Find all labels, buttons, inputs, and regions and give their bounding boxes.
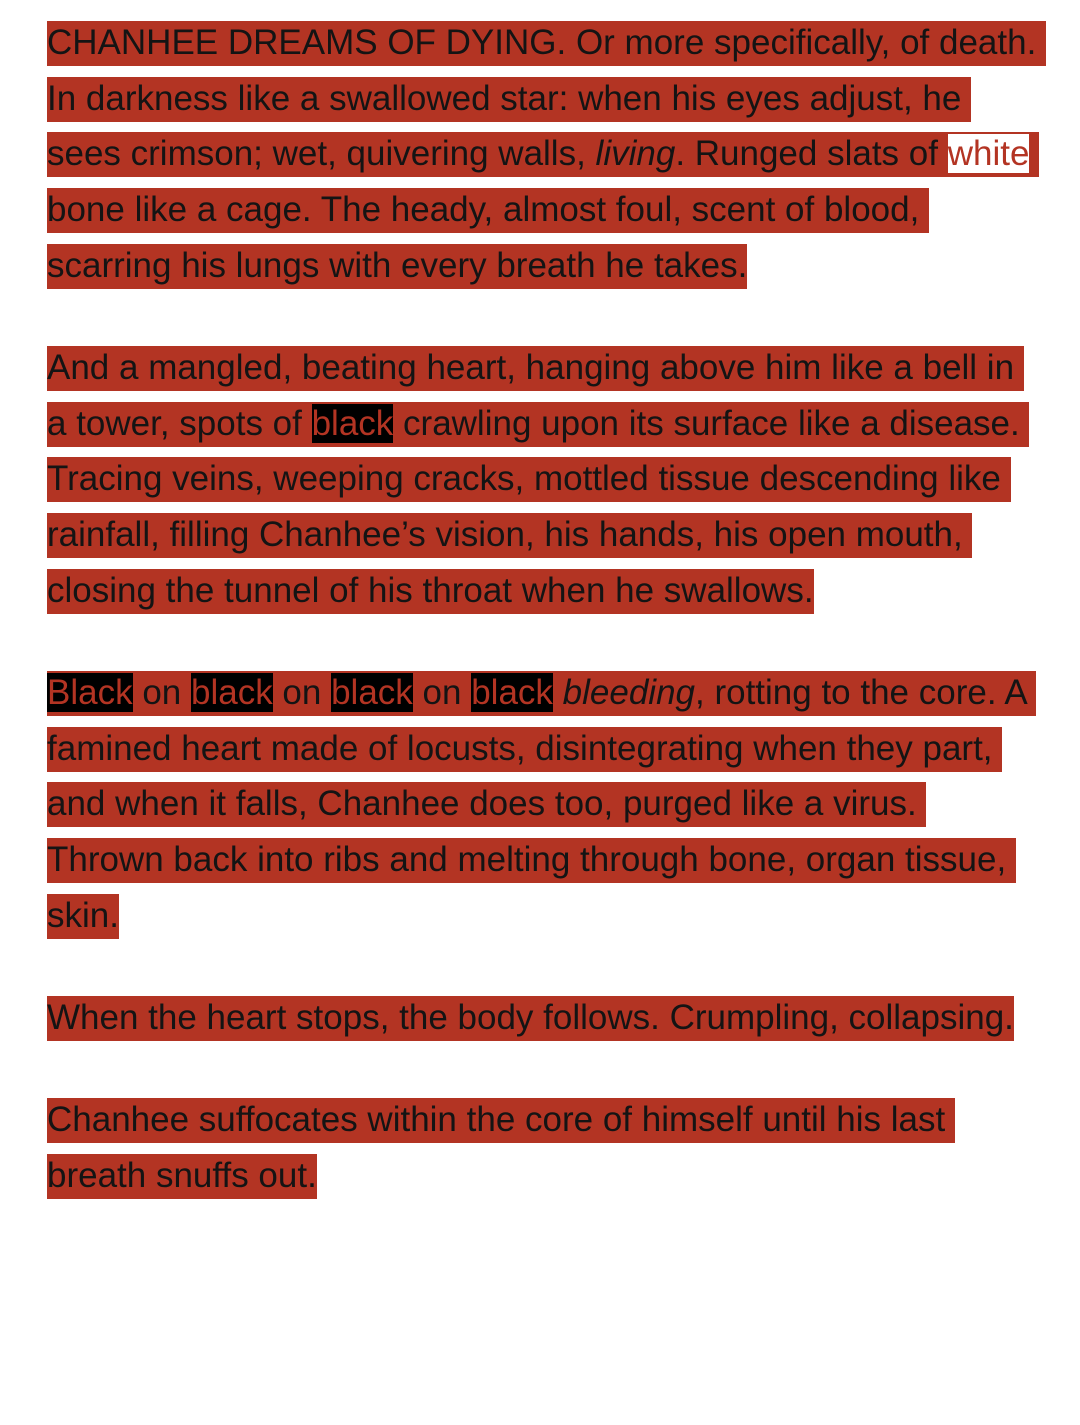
black-highlight-word: Black [47,673,133,713]
paragraph [47,665,1037,944]
text-segment: . Runged slats of [675,134,948,174]
text-segment: And a mangled, beating heart, hanging above him like a bell in a tower, spots of [47,348,1024,443]
highlighted-text [47,21,1046,289]
text-segment: When the heart stops, the body follows. Crumpling, collapsing. [47,998,1014,1038]
paragraph [47,990,1037,1046]
text-segment: crawling upon its surface like a disease. Tracing veins, weeping cracks, mottled tissue descending like rainfall, filling Chanhee’s vision, his hands, his open mouth, closing the tunnel of his throat when he swallows. [47,403,1029,610]
story-text [47,15,1047,1204]
black-highlight-word: black [331,673,413,713]
text-segment: on [272,673,332,713]
black-highlight-word: black [190,673,273,713]
text-segment: on [132,673,191,713]
black-highlight-word: black [471,673,553,713]
text-segment: CHANHEE DREAMS OF DYING. Or more specifically, of death. In darkness like a swallowed star: when his eyes adjust, he sees crimson; wet, quivering walls, [47,23,1047,174]
text-segment: bone like a cage. The heady, almost foul, scent of blood, scarring his lungs with every breath he takes. [47,134,1040,285]
highlighted-text [47,671,1036,939]
highlighted-text [47,996,1014,1041]
paragraph [47,340,1037,619]
highlighted-text [47,1098,955,1199]
italic-text-segment: living [595,134,676,174]
text-segment: Chanhee suffocates within the core of himself until his last breath snuffs out. [47,1100,955,1195]
text-segment [553,673,563,712]
white-highlight-word: white [947,134,1030,174]
highlighted-text [47,346,1029,614]
paragraph [47,1092,1037,1203]
text-segment: , rotting to the core. A famined heart made of locusts, disintegrating when they part, and when it falls, Chanhee does too, purged like a virus. Thrown back into ribs and melting through bone, organ tissue, skin. [47,673,1036,935]
text-segment: on [412,673,472,713]
paragraph [47,15,1047,294]
black-highlight-word: black [311,403,394,443]
italic-text-segment: bleeding [562,673,695,713]
